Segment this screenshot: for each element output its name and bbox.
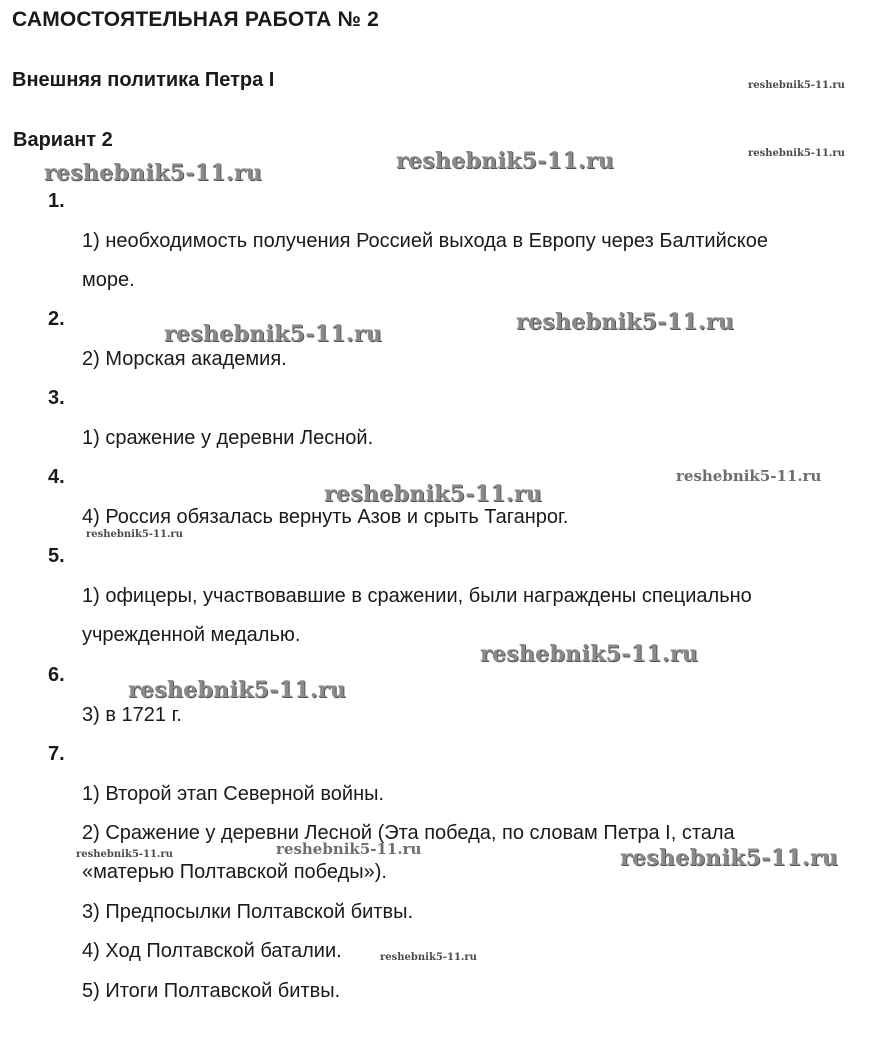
watermark: reshebnik5-11.ru	[620, 845, 839, 871]
watermark: reshebnik5-11.ru	[480, 641, 699, 667]
watermark: reshebnik5-11.ru	[276, 840, 422, 858]
page-title: САМОСТОЯТЕЛЬНАЯ РАБОТА № 2	[12, 8, 380, 31]
question-number-7: 7.	[48, 743, 65, 765]
answer-7-line-1: 1) Второй этап Северной войны.	[82, 783, 385, 805]
answer-7-line-2: 2) Сражение у деревни Лесной (Эта победа, по словам Петра I, стала	[82, 822, 735, 844]
watermark: reshebnik5-11.ru	[396, 148, 615, 174]
answer-5-line-2: учрежденной медалью.	[82, 624, 301, 646]
answer-7-line-3: «матерью Полтавской победы»).	[82, 861, 387, 883]
answer-7-line-4: 3) Предпосылки Полтавской битвы.	[82, 901, 414, 923]
answer-5-line-1: 1) офицеры, участвовавшие в сражении, были награждены специально	[82, 585, 752, 607]
question-number-3: 3.	[48, 387, 65, 409]
answer-7-line-6: 5) Итоги Полтавской битвы.	[82, 980, 341, 1002]
answer-6-line-1: 3) в 1721 г.	[82, 704, 182, 726]
watermark: reshebnik5-11.ru	[76, 849, 173, 860]
answer-7-line-5: 4) Ход Полтавской баталии.	[82, 940, 342, 962]
answer-4-line-1: 4) Россия обязалась вернуть Азов и срыть Таганрог.	[82, 506, 569, 528]
question-number-6: 6.	[48, 664, 65, 686]
watermark: reshebnik5-11.ru	[44, 160, 263, 186]
watermark: reshebnik5-11.ru	[748, 148, 845, 159]
page-subtitle: Внешняя политика Петра I	[12, 69, 275, 91]
question-number-5: 5.	[48, 545, 65, 567]
watermark: reshebnik5-11.ru	[516, 309, 735, 335]
answer-1-line-2: море.	[82, 269, 135, 291]
watermark: reshebnik5-11.ru	[86, 529, 183, 540]
watermark: reshebnik5-11.ru	[676, 467, 822, 485]
question-number-1: 1.	[48, 190, 65, 212]
watermark: reshebnik5-11.ru	[128, 677, 347, 703]
answer-3-line-1: 1) сражение у деревни Лесной.	[82, 427, 374, 449]
watermark: reshebnik5-11.ru	[380, 952, 477, 963]
answer-1-line-1: 1) необходимость получения Россией выхода в Европу через Балтийское	[82, 230, 768, 252]
watermark: reshebnik5-11.ru	[748, 80, 845, 91]
question-number-4: 4.	[48, 466, 65, 488]
watermark: reshebnik5-11.ru	[324, 481, 543, 507]
variant-heading: Вариант 2	[13, 129, 113, 151]
question-number-2: 2.	[48, 308, 65, 330]
answer-2-line-1: 2) Морская академия.	[82, 348, 287, 370]
watermark: reshebnik5-11.ru	[164, 321, 383, 347]
